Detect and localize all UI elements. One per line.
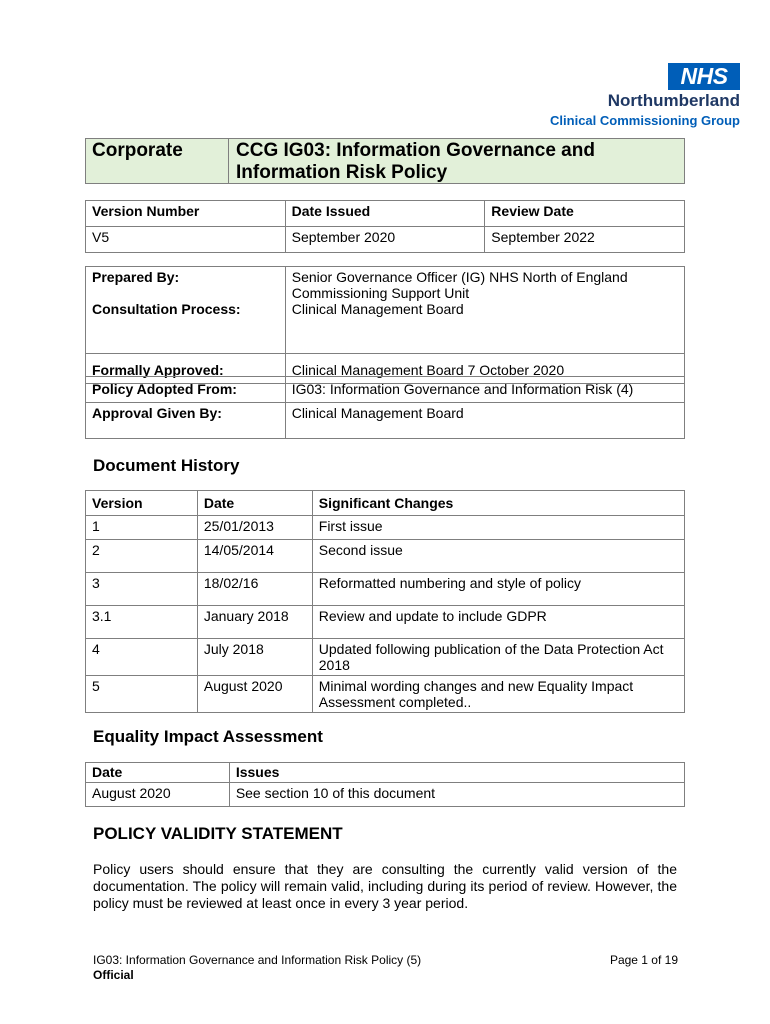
table-row (86, 606, 685, 639)
equality-issues: See section 10 of this document (229, 783, 684, 807)
prepared-by-label: Prepared By: Consultation Process: (86, 267, 286, 320)
footer-classification: Official (93, 968, 134, 982)
validity-text: Policy users should ensure that they are consulting the currently valid version of the documentation. The policy will remain valid, including during its period of review. However, the policy must be reviewed at least once in every 3 year period. (93, 861, 677, 911)
history-change: First issue (312, 516, 684, 540)
review-date-header: Review Date (485, 201, 685, 227)
table-row (86, 676, 685, 713)
validity-heading: POLICY VALIDITY STATEMENT (93, 824, 343, 843)
adopted-value: IG03: Information Governance and Information Risk (4) (285, 377, 684, 403)
history-version: 4 (86, 639, 198, 676)
history-version: 2 (86, 540, 198, 573)
history-date: July 2018 (197, 639, 312, 676)
history-version: 3 (86, 573, 198, 606)
table-row (86, 639, 685, 676)
history-date-header: Date (197, 491, 312, 516)
history-date: 25/01/2013 (197, 516, 312, 540)
history-change: Minimal wording changes and new Equality Impact Assessment completed.. (312, 676, 684, 713)
consultation-value: Clinical Management Board (291, 301, 464, 317)
equality-table (85, 762, 685, 807)
history-change: Reformatted numbering and style of policy (312, 573, 684, 606)
table-row (86, 516, 685, 540)
nhs-logo: NHS (668, 63, 740, 90)
history-date: 18/02/16 (197, 573, 312, 606)
title-category: Corporate (92, 140, 183, 161)
history-change: Second issue (312, 540, 684, 573)
date-issued-value: September 2020 (285, 227, 485, 253)
history-change: Review and update to include GDPR (312, 606, 684, 639)
approved-value: Clinical Management Board 7 October 2020 (285, 353, 684, 383)
equality-heading: Equality Impact Assessment (93, 727, 323, 746)
history-change: Updated following publication of the Data Protection Act 2018 (312, 639, 684, 676)
table-row (86, 540, 685, 573)
prepared-table (85, 266, 685, 384)
footer-doc-title: IG03: Information Governance and Information Risk Policy (5) (93, 953, 422, 967)
history-version-header: Version (86, 491, 198, 516)
equality-issues-header: Issues (229, 763, 684, 783)
history-date: August 2020 (197, 676, 312, 713)
footer-doc (93, 953, 421, 983)
equality-date-header: Date (86, 763, 230, 783)
history-heading: Document History (93, 456, 240, 475)
approved-label: Formally Approved: (86, 353, 286, 383)
version-header: Version Number (86, 201, 286, 227)
version-table (85, 200, 685, 253)
review-date-value: September 2022 (485, 227, 685, 253)
adopted-table (85, 376, 685, 439)
history-date: January 2018 (197, 606, 312, 639)
approval-value: Clinical Management Board (285, 403, 684, 439)
org-subtitle: Clinical Commissioning Group (550, 113, 740, 128)
table-row (86, 573, 685, 606)
version-value: V5 (86, 227, 286, 253)
history-version: 1 (86, 516, 198, 540)
org-name: Northumberland (607, 91, 740, 110)
history-version: 5 (86, 676, 198, 713)
page-number: Page 1 of 19 (609, 953, 678, 967)
approval-label: Approval Given By: (86, 403, 286, 439)
title-divider (228, 138, 229, 184)
history-date: 14/05/2014 (197, 540, 312, 573)
adopted-label: Policy Adopted From: (86, 377, 286, 403)
history-changes-header: Significant Changes (312, 491, 684, 516)
prepared-by-value: Senior Governance Officer (IG) NHS North of England Commissioning Support Unit Clinical Management Board (285, 267, 684, 320)
equality-date: August 2020 (86, 783, 230, 807)
history-version: 3.1 (86, 606, 198, 639)
consultation-label: Consultation Process: (92, 301, 241, 317)
page-title: CCG IG03: Information Governance and Information Risk Policy (236, 140, 595, 183)
history-table (85, 490, 685, 713)
date-issued-header: Date Issued (285, 201, 485, 227)
